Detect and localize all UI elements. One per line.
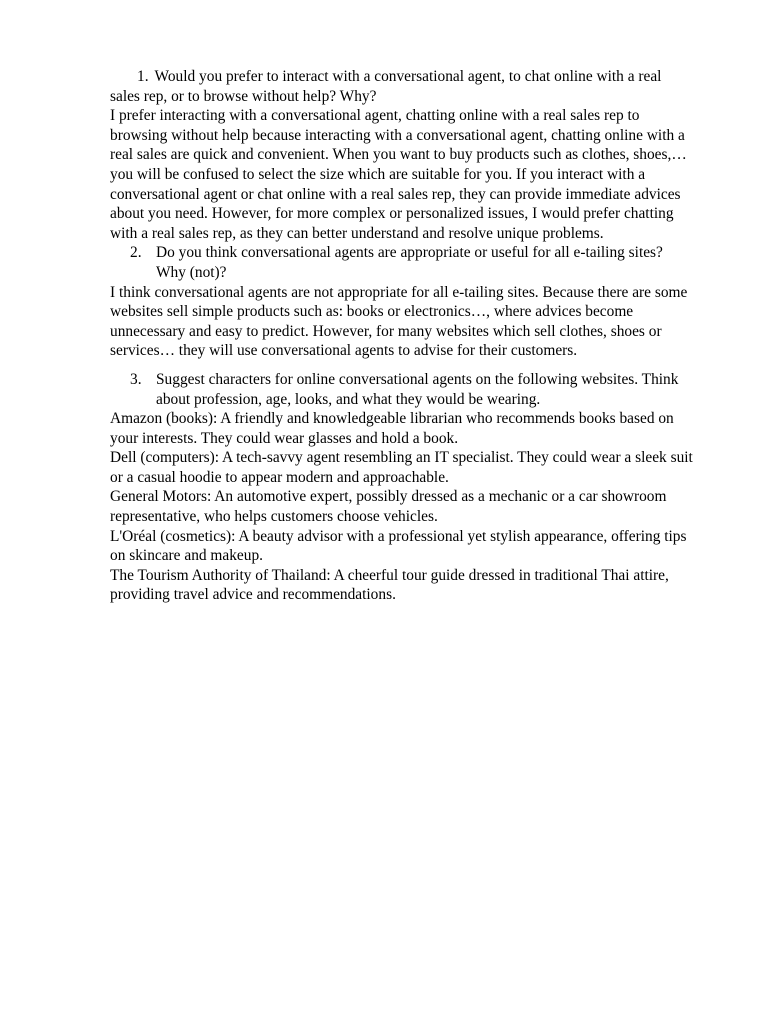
answer-3-general-motors: General Motors: An automotive expert, possibly dressed as a mechanic or a car showroom representative, who helps customers choose vehicles.: [110, 488, 667, 526]
question-1-text: Would you prefer to interact with a conversational agent, to chat online with a real sales rep, or to browse without help? Why?: [110, 68, 662, 105]
answer-3-tourism-thailand: The Tourism Authority of Thailand: A cheerful tour guide dressed in traditional Thai attire, providing travel advice and recommendations.: [110, 566, 669, 604]
answer-3-amazon: Amazon (books): A friendly and knowledgeable librarian who recommends books based on your interests. They could wear glasses and hold a book.: [110, 410, 674, 447]
question-1: [110, 67, 694, 106]
question-2: [110, 243, 694, 282]
question-2-number: 2.: [130, 244, 142, 262]
answer-2: I think conversational agents are not appropriate for all e-tailing sites. Because there are some websites sell simple products such as: books or electronics…, where advices become unnecessary and easy to predict. However, for many websites which sell clothes, shoes or services… they will use conversational agents to advise for their customers.: [110, 283, 688, 360]
question-3-number: 3.: [130, 370, 142, 388]
question-2-text: Do you think conversational agents are appropriate or useful for all e-tailing sites? Why (not)?: [156, 244, 663, 281]
document-body: [110, 67, 694, 605]
answer-3-loreal: L'Oréal (cosmetics): A beauty advisor with a professional yet stylish appearance, offering tips on skincare and makeup.: [110, 527, 687, 565]
question-1-number: 1.: [137, 68, 149, 85]
question-3: [110, 370, 694, 409]
answer-1: I prefer interacting with a conversational agent, chatting online with a real sales rep to browsing without help because interacting with a conversational agent, chatting online with a real sales are quick and convenient. When you want to buy products such as clothes, shoes,… you will be confused to select the size which are suitable for you. If you interact with a conversational agent or chat online with a real sales rep, they can provide immediate advices about you need. However, for more complex or personalized issues, I would prefer chatting with a real sales rep, as they can better understand and resolve unique problems.: [110, 107, 687, 242]
answer-3-dell: Dell (computers): A tech-savvy agent resembling an IT specialist. They could wear a sleek suit or a casual hoodie to appear modern and approachable.: [110, 449, 693, 486]
question-3-text: Suggest characters for online conversational agents on the following websites. Think about profession, age, looks, and what they would be wearing.: [156, 370, 679, 408]
